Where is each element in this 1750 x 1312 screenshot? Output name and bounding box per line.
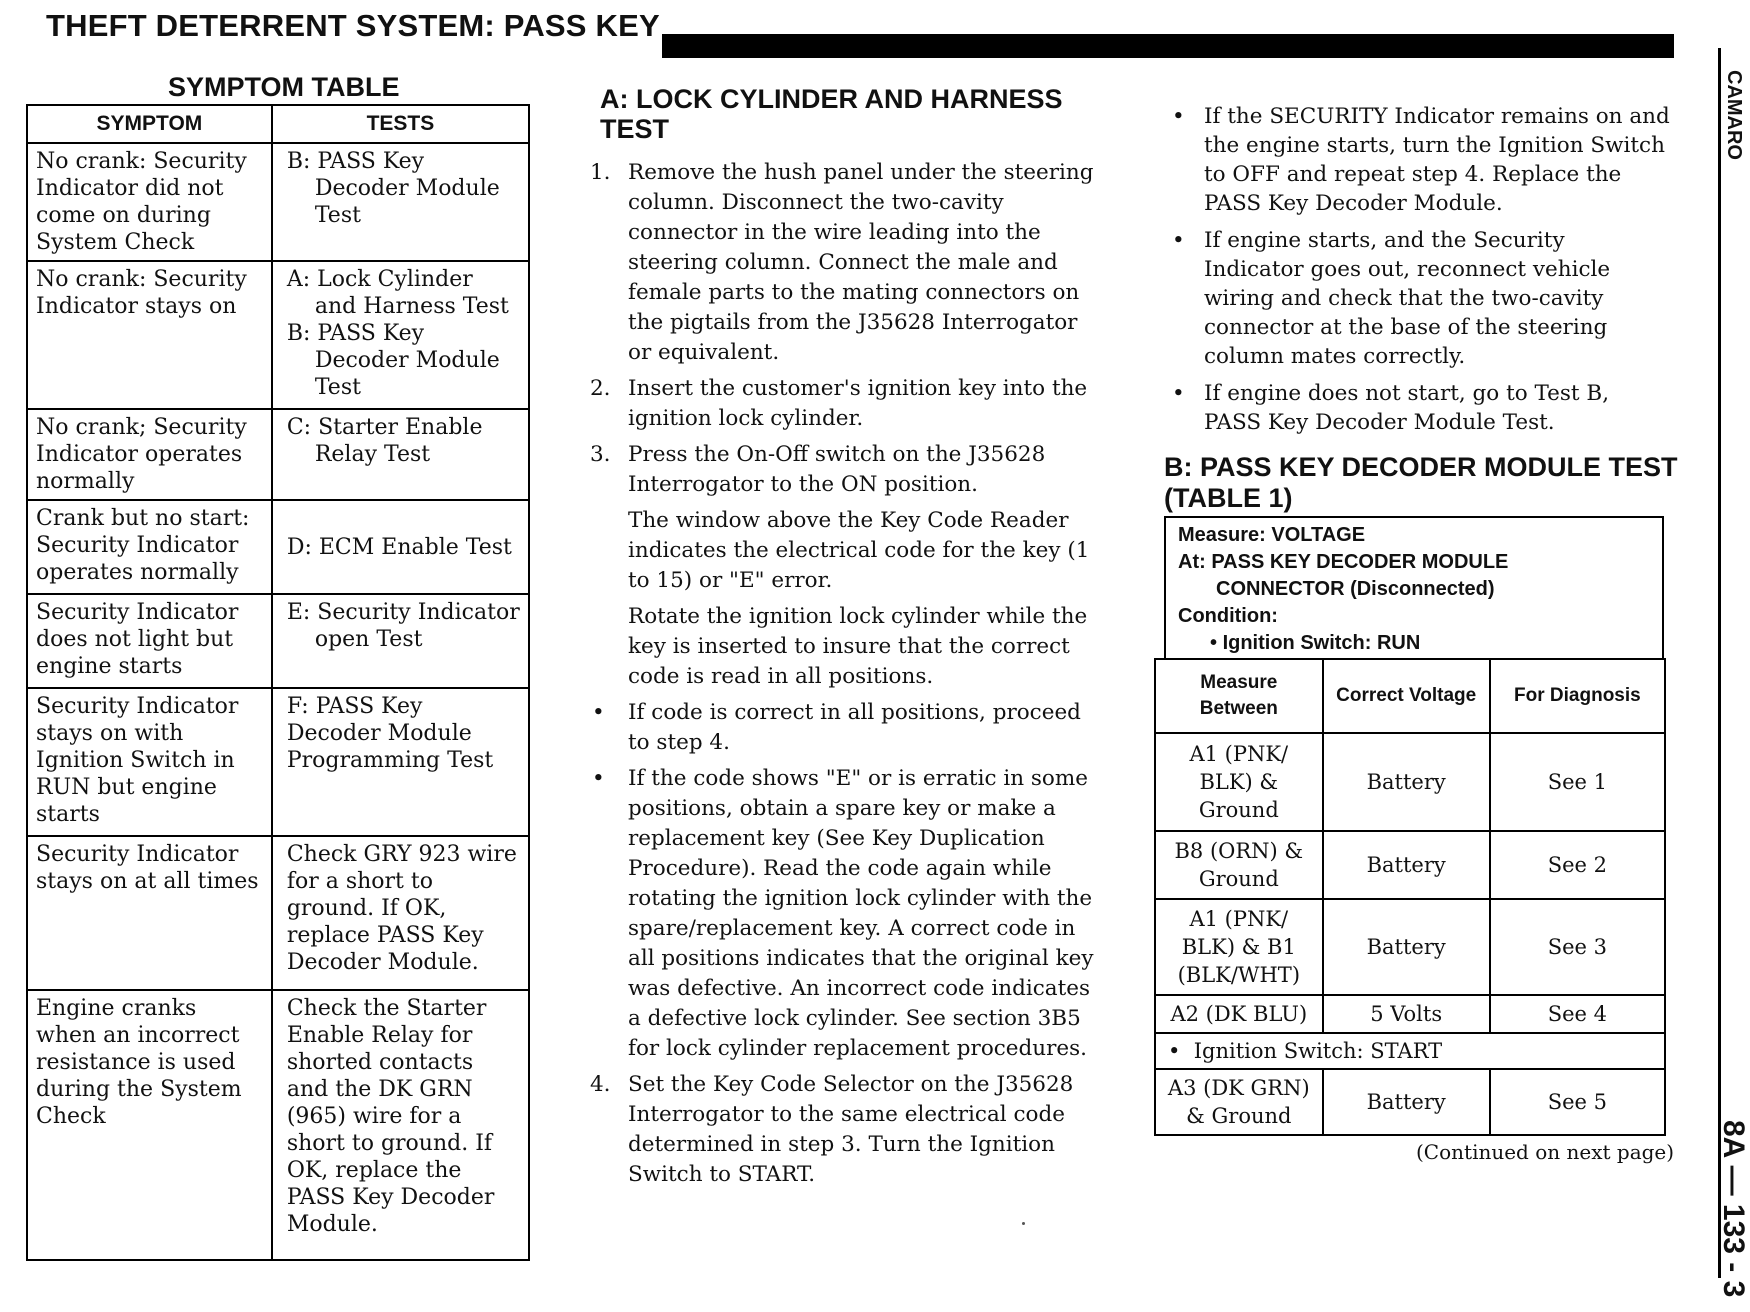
symptom-cell: Crank but no start: Security Indicator operates normally (27, 500, 272, 594)
bullet-text: If engine does not start, go to Test B, PASS Key Decoder Module Test. (1204, 381, 1610, 435)
measure-between-header: Measure Between (1155, 659, 1323, 733)
symptom-cell: Engine cranks when an incorrect resistance is used during the System Check (27, 990, 272, 1260)
table-row (1155, 831, 1665, 899)
step-2 (590, 374, 1095, 434)
section-b-title: B: PASS KEY DECODER MODULE TEST (TABLE 1) (1164, 452, 1678, 513)
symptom-table (26, 104, 530, 1261)
tests-cell (272, 836, 529, 990)
bullet-text: If the code shows "E" or is erratic in some positions, obtain a spare key or make a replacement key (See Key Duplication Procedure). Read the code again while rotating the ignition lock cylinder with the spare/replacement key. A correct code in all positions indicates that the original key was defective. An incorrect code indicates a defective lock cylinder. See section 3B5 for lock cylinder replacement procedures. (628, 766, 1094, 1061)
connector-label: CONNECTOR (Disconnected) (1216, 578, 1495, 600)
bullet-dot: • (592, 766, 605, 791)
table-row (27, 688, 529, 836)
diagnosis-cell: See 4 (1490, 995, 1665, 1033)
bullet-dot: • (1172, 104, 1185, 129)
at-label: At: PASS KEY DECODER MODULE (1178, 551, 1509, 573)
right-column (1170, 102, 1670, 445)
voltage-cell: Battery (1323, 831, 1490, 899)
section-a-title: A: LOCK CYLINDER AND HARNESS TEST (600, 84, 1063, 144)
step-number: 2. (590, 376, 611, 401)
symptom-cell: No crank: Security Indicator stays on (27, 261, 272, 409)
table-row (27, 836, 529, 990)
condition-start-cell (1155, 1033, 1665, 1069)
table-row (27, 594, 529, 688)
step-4 (590, 1070, 1095, 1190)
bullet-dot: • (1172, 381, 1185, 406)
bullet-item (1170, 102, 1670, 218)
test-line: A: Lock Cylinder and Harness Test (286, 267, 509, 319)
bullet-item (1170, 379, 1670, 437)
voltage-cell: 5 Volts (1323, 995, 1490, 1033)
test-line: D: ECM Enable Test (286, 534, 512, 560)
diagnosis-cell: See 2 (1490, 831, 1665, 899)
bullet-text: If engine starts, and the Security Indicator goes out, reconnect vehicle wiring and check that the two-cavity connector at the base of the steering column mates correctly. (1204, 228, 1611, 369)
measure-between-cell: A1 (PNK/ BLK) & B1 (BLK/WHT) (1155, 899, 1323, 995)
measure-between-cell: A3 (DK GRN) & Ground (1155, 1069, 1323, 1135)
bullet-text: If code is correct in all positions, proceed to step 4. (628, 700, 1081, 755)
test-line: F: PASS Key Decoder Module Programming Test (286, 694, 494, 773)
tests-cell (272, 261, 529, 409)
step-number: 4. (590, 1072, 611, 1097)
step-text: Press the On-Off switch on the J35628 Interrogator to the ON position. (628, 442, 1046, 497)
tests-cell (272, 409, 529, 500)
condition-label: Condition: (1178, 605, 1278, 627)
bullet-item (590, 698, 1095, 758)
test-line: E: Security Indicator open Test (286, 600, 520, 652)
bullet-item (590, 764, 1095, 1064)
side-rule (1718, 48, 1721, 1278)
side-label: CAMARO (1723, 70, 1745, 160)
test-line: B: PASS Key Decoder Module Test (286, 149, 500, 228)
symptom-cell: Security Indicator does not light but engine starts (27, 594, 272, 688)
tests-cell (272, 688, 529, 836)
bullet-item (1170, 226, 1670, 371)
step-text: Remove the hush panel under the steering column. Disconnect the two-cavity connector in the wire leading into the steering column. Connect the male and female parts to the mating connectors on the pigtails from the J35628 Interrogator or equivalent. (628, 160, 1094, 365)
measure-between-cell: A1 (PNK/ BLK) & Ground (1155, 733, 1323, 831)
tests-cell (272, 143, 529, 261)
step-text: Insert the customer's ignition key into the ignition lock cylinder. (628, 376, 1088, 431)
diagnosis-cell: See 5 (1490, 1069, 1665, 1135)
bullet-text: If the SECURITY Indicator remains on and the engine starts, turn the Ignition Switch to OFF and repeat step 4. Replace the PASS Key Decoder Module. (1204, 104, 1670, 216)
table-row (27, 261, 529, 409)
diagnosis-cell: See 1 (1490, 733, 1665, 831)
voltage-cell: Battery (1323, 733, 1490, 831)
table-row (1155, 1033, 1665, 1069)
table-row (1155, 733, 1665, 831)
step-number: 3. (590, 442, 611, 467)
measure-between-cell: B8 (ORN) & Ground (1155, 831, 1323, 899)
measure-between-cell: A2 (DK BLU) (1155, 995, 1323, 1033)
bullet-dot: • (592, 700, 605, 725)
print-speck (1022, 1222, 1025, 1225)
symptom-table-title: SYMPTOM TABLE (168, 72, 400, 102)
tests-cell (272, 990, 529, 1260)
bullet-dot: • (1210, 632, 1223, 654)
test-line: Check the Starter Enable Relay for shorted contacts and the DK GRN (965) wire for a short to ground. If OK, replace the PASS Key Decoder Module. (286, 996, 495, 1237)
tests-cell (272, 500, 529, 594)
voltage-cell: Battery (1323, 899, 1490, 995)
test-line: Check GRY 923 wire for a short to ground. If OK, replace PASS Key Decoder Module. (286, 842, 517, 975)
table-row (27, 143, 529, 261)
step-3-paragraph: The window above the Key Code Reader indicates the electrical code for the key (1 to 15) or "E" error. (628, 508, 1090, 593)
test-line: C: Starter Enable Relay Test (286, 415, 483, 467)
condition-run-text: Ignition Switch: RUN (1222, 632, 1421, 654)
symptom-cell: Security Indicator stays on at all times (27, 836, 272, 990)
page-number: 8A — 133 - 3 (1717, 1120, 1750, 1298)
header-rule (662, 34, 1674, 58)
condition-start-text: Ignition Switch: START (1193, 1039, 1443, 1063)
voltage-table (1154, 658, 1666, 1136)
section-a-body (590, 158, 1095, 1196)
condition-run (1178, 630, 1650, 657)
symptom-cell: No crank; Security Indicator operates normally (27, 409, 272, 500)
table-row (1155, 1069, 1665, 1135)
tests-header: TESTS (272, 105, 529, 143)
step-3-paragraph: Rotate the ignition lock cylinder while the key is inserted to insure that the correct code is read in all positions. (628, 604, 1088, 689)
symptom-cell: Security Indicator stays on with Ignition Switch in RUN but engine starts (27, 688, 272, 836)
table-row (1155, 899, 1665, 995)
tests-cell (272, 594, 529, 688)
table-row (27, 990, 529, 1260)
voltage-cell: Battery (1323, 1069, 1490, 1135)
bullet-dot: • (1168, 1039, 1194, 1063)
measure-label: Measure: VOLTAGE (1178, 524, 1366, 546)
step-1 (590, 158, 1095, 368)
test-line: B: PASS Key Decoder Module Test (286, 321, 500, 400)
continued-note: (Continued on next page) (1416, 1140, 1675, 1164)
bullet-dot: • (1172, 228, 1185, 253)
table-row (1155, 995, 1665, 1033)
symptom-cell: No crank: Security Indicator did not come on during System Check (27, 143, 272, 261)
step-3 (590, 440, 1095, 500)
step-number: 1. (590, 160, 611, 185)
correct-voltage-header: Correct Voltage (1323, 659, 1490, 733)
diagnosis-cell: See 3 (1490, 899, 1665, 995)
table-row (27, 409, 529, 500)
measure-box (1164, 516, 1664, 658)
symptom-header: SYMPTOM (27, 105, 272, 143)
for-diagnosis-header: For Diagnosis (1490, 659, 1665, 733)
step-text: Set the Key Code Selector on the J35628 Interrogator to the same electrical code determined in step 3. Turn the Ignition Switch to START. (628, 1072, 1074, 1187)
page-header-title: THEFT DETERRENT SYSTEM: PASS KEY (46, 8, 660, 43)
table-row (27, 500, 529, 594)
